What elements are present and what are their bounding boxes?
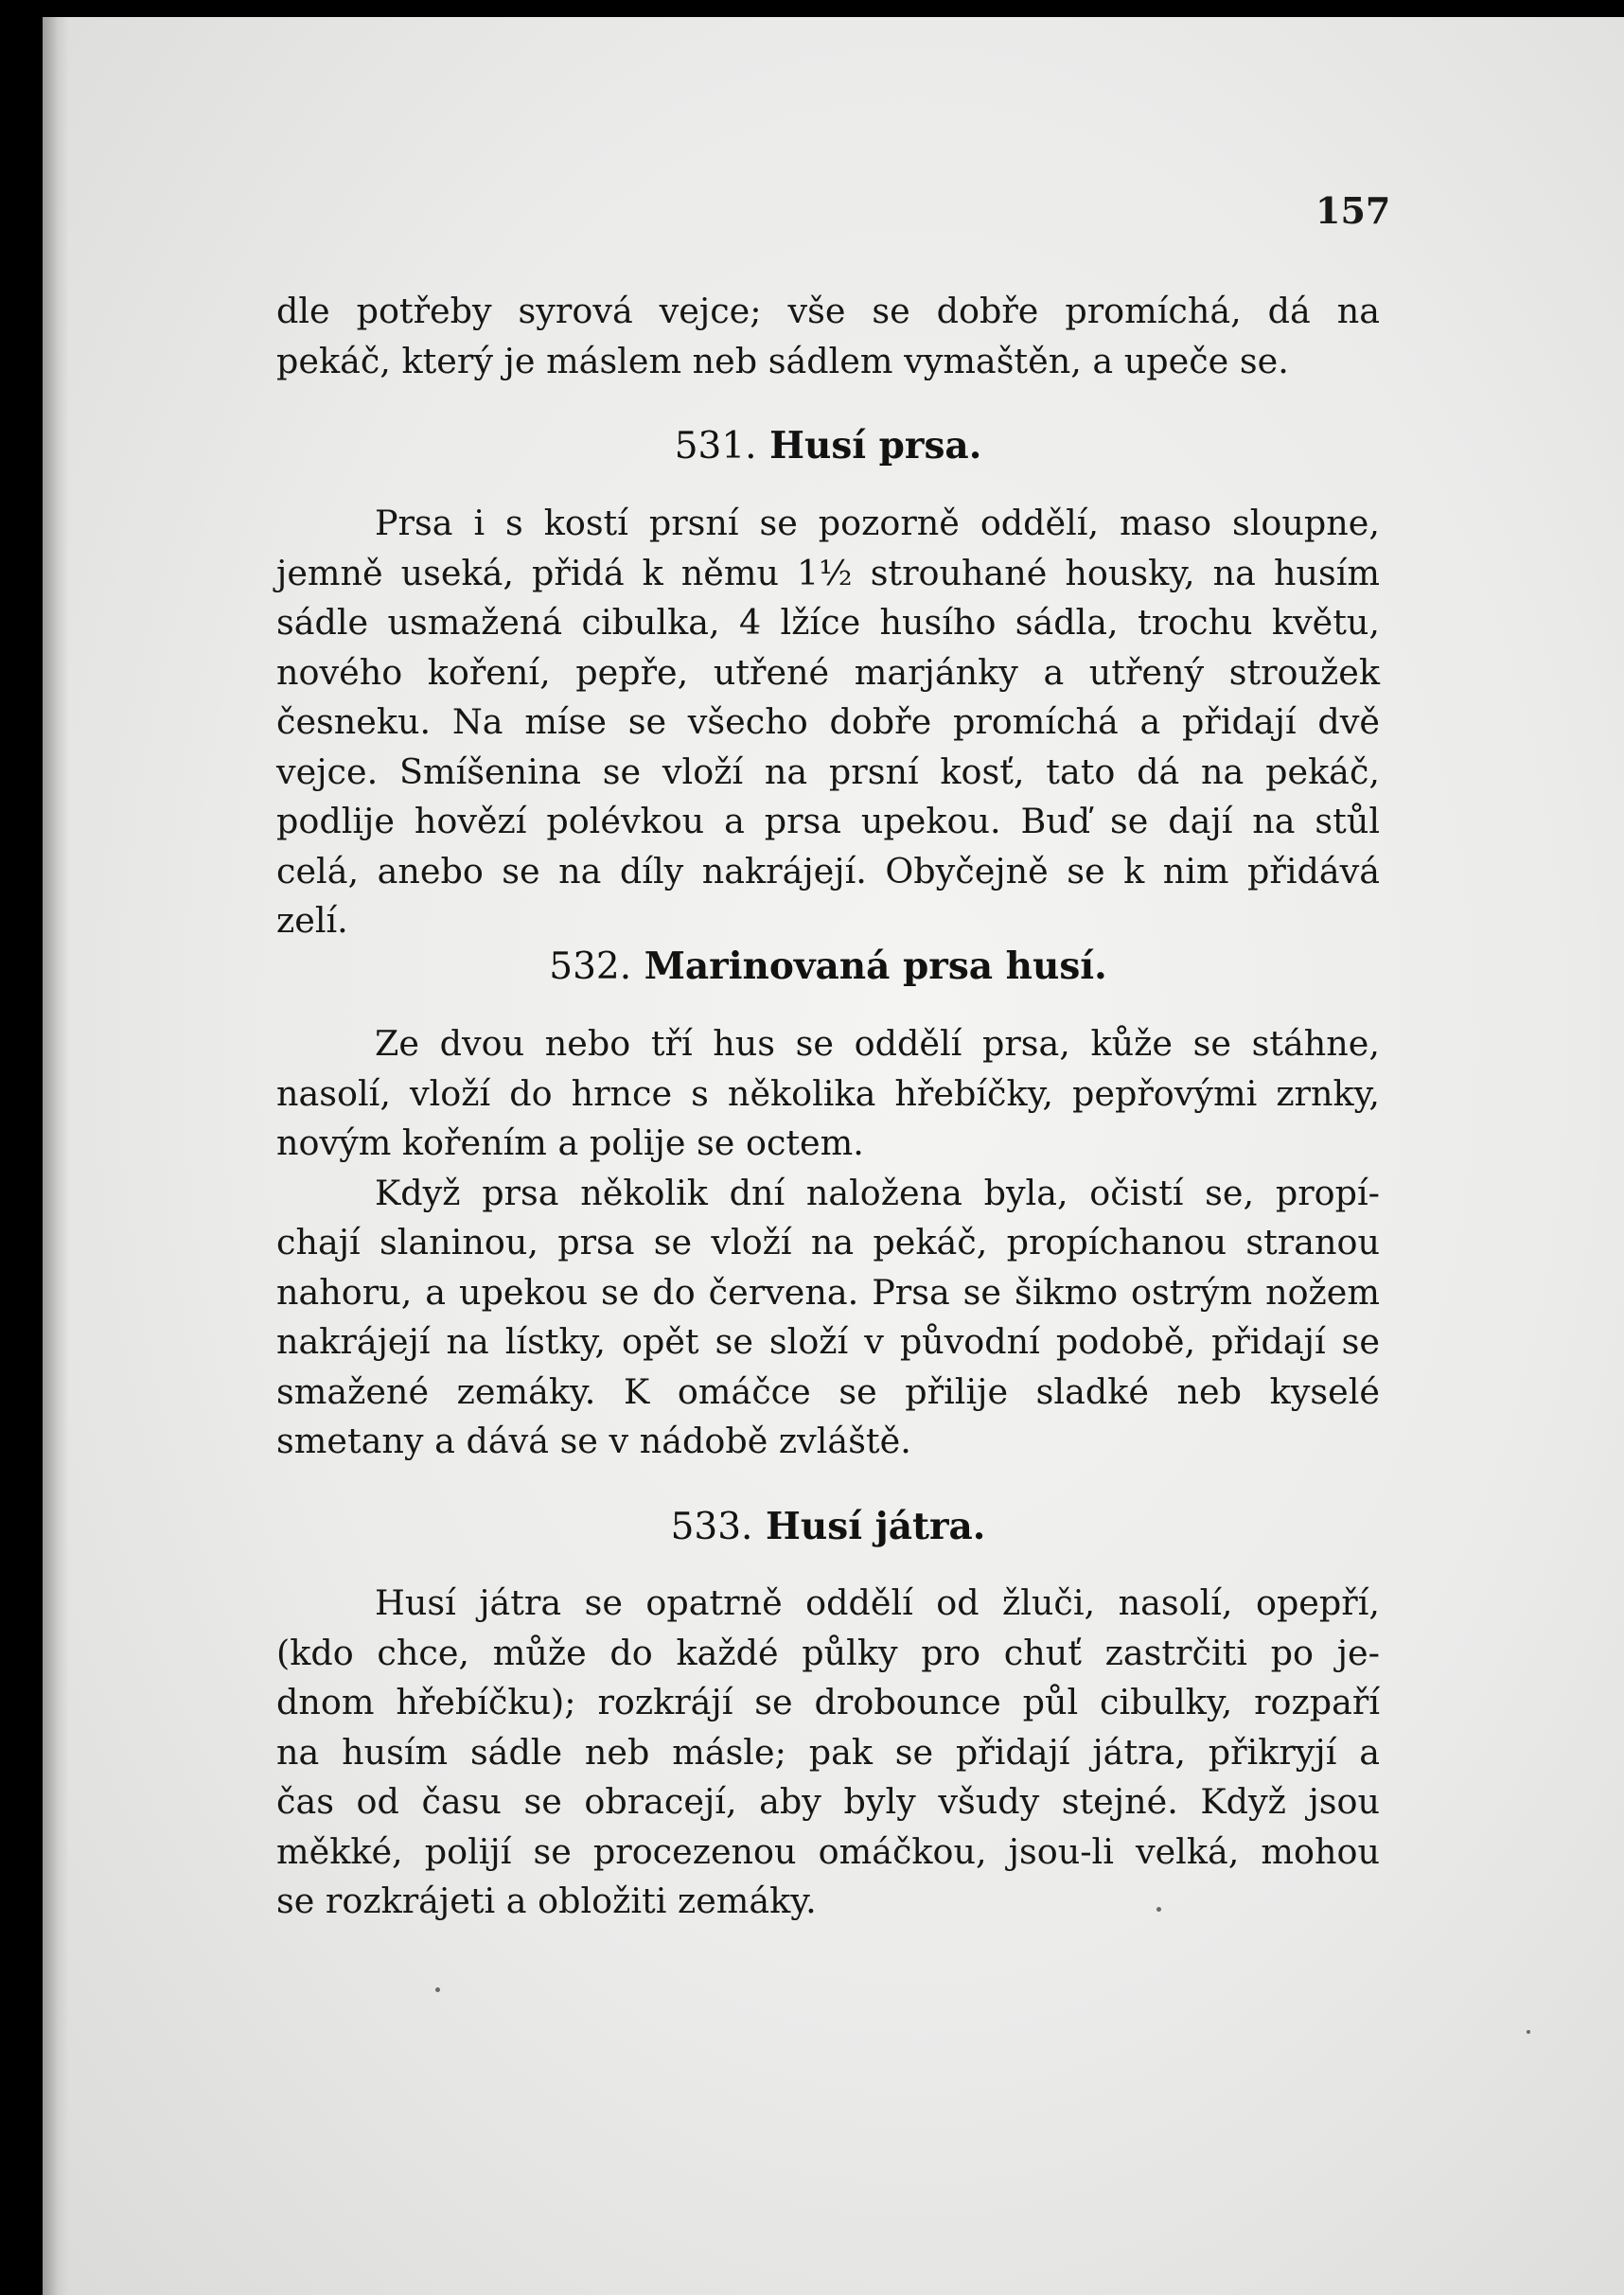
text-line: dnom hřebíčku); rozkrájí se drobounce půl cibulky, rozpaří <box>276 1682 1380 1722</box>
text-line: nakrájejí na lístky, opět se složí v původní podobě, přidají se <box>276 1321 1380 1362</box>
text-line: se rozkrájeti a obložiti zemáky. <box>276 1880 817 1921</box>
scan-speck <box>435 1987 440 1992</box>
recipe-body-532 <box>276 1019 1380 1467</box>
recipe-title: Husí játra. <box>766 1505 986 1548</box>
page-number: 157 <box>1315 189 1391 232</box>
text-line: Ze dvou nebo tří hus se oddělí prsa, kůže se stáhne, <box>375 1023 1380 1064</box>
text-line: jemně useká, přidá k němu 1½ strouhané housky, na husím <box>276 552 1380 593</box>
recipe-body-531 <box>276 499 1380 946</box>
text-line: smažené zemáky. K omáčce se přilije sladké neb kyselé <box>276 1370 1380 1412</box>
text-line: nového koření, pepře, utřené marjánky a utřený stroužek <box>276 651 1380 693</box>
recipe-number: 531. <box>674 425 757 468</box>
page-spine-shadow <box>43 17 69 2295</box>
text-line: měkké, polijí se procezenou omáčkou, jsou-li velká, mohou <box>276 1830 1380 1872</box>
text-line: pekáč, který je máslem neb sádlem vymaštěn, a upeče se. <box>276 340 1289 381</box>
text-line: Když prsa několik dní naložena byla, očistí se, propí- <box>375 1172 1380 1213</box>
text-line: čas od času se obracejí, aby byly všudy stejné. Když jsou <box>276 1781 1380 1822</box>
recipe-title: Marinovaná prsa husí. <box>644 944 1107 988</box>
text-line: (kdo chce, může do každé půlky pro chuť zastrčiti po je- <box>276 1632 1380 1673</box>
recipe-number: 532. <box>549 945 632 988</box>
text-line: Husí játra se opatrně oddělí od žluči, nasolí, opepří, <box>375 1582 1380 1623</box>
recipe-title: Husí prsa. <box>769 424 982 468</box>
text-line: nasolí, vloží do hrnce s několika hřebíčky, pepřovými zrnky, <box>276 1072 1380 1114</box>
text-line: nahoru, a upekou se do červena. Prsa se šikmo ostrým nožem <box>276 1271 1380 1313</box>
recipe-heading-533 <box>276 1505 1380 1548</box>
text-line: zelí. <box>276 900 348 941</box>
recipe-body-533 <box>276 1579 1380 1927</box>
text-line: celá, anebo se na díly nakrájejí. Obyčejně se k nim přidává <box>276 850 1380 892</box>
text-line: novým kořením a polije se octem. <box>276 1122 864 1163</box>
text-line: Prsa i s kostí prsní se pozorně oddělí, maso sloupne, <box>375 503 1380 543</box>
intro-paragraph <box>276 287 1380 386</box>
text-line: podlije hovězí polévkou a prsa upekou. Buď se dají na stůl <box>276 801 1380 841</box>
recipe-number: 533. <box>670 1506 753 1548</box>
text-line: vejce. Smíšenina se vloží na prsní kosť, tato dá na pekáč, <box>276 750 1380 792</box>
scan-speck <box>1527 2030 1530 2034</box>
text-line: smetany a dává se v nádobě zvláště. <box>276 1421 911 1461</box>
text-line: sádle usmažená cibulka, 4 lžíce husího sádla, trochu květu, <box>276 602 1380 643</box>
text-line: česneku. Na míse se všecho dobře promíchá a přidají dvě <box>276 701 1380 742</box>
text-line: dle potřeby syrová vejce; vše se dobře promíchá, dá na <box>276 291 1380 331</box>
text-line: chají slaninou, prsa se vloží na pekáč, propíchanou stranou <box>276 1222 1380 1262</box>
text-line: na husím sádle neb másle; pak se přidají játra, přikryjí a <box>276 1731 1380 1773</box>
recipe-heading-532 <box>276 944 1380 988</box>
recipe-heading-531 <box>276 424 1380 468</box>
scan-speck <box>1156 1907 1161 1912</box>
